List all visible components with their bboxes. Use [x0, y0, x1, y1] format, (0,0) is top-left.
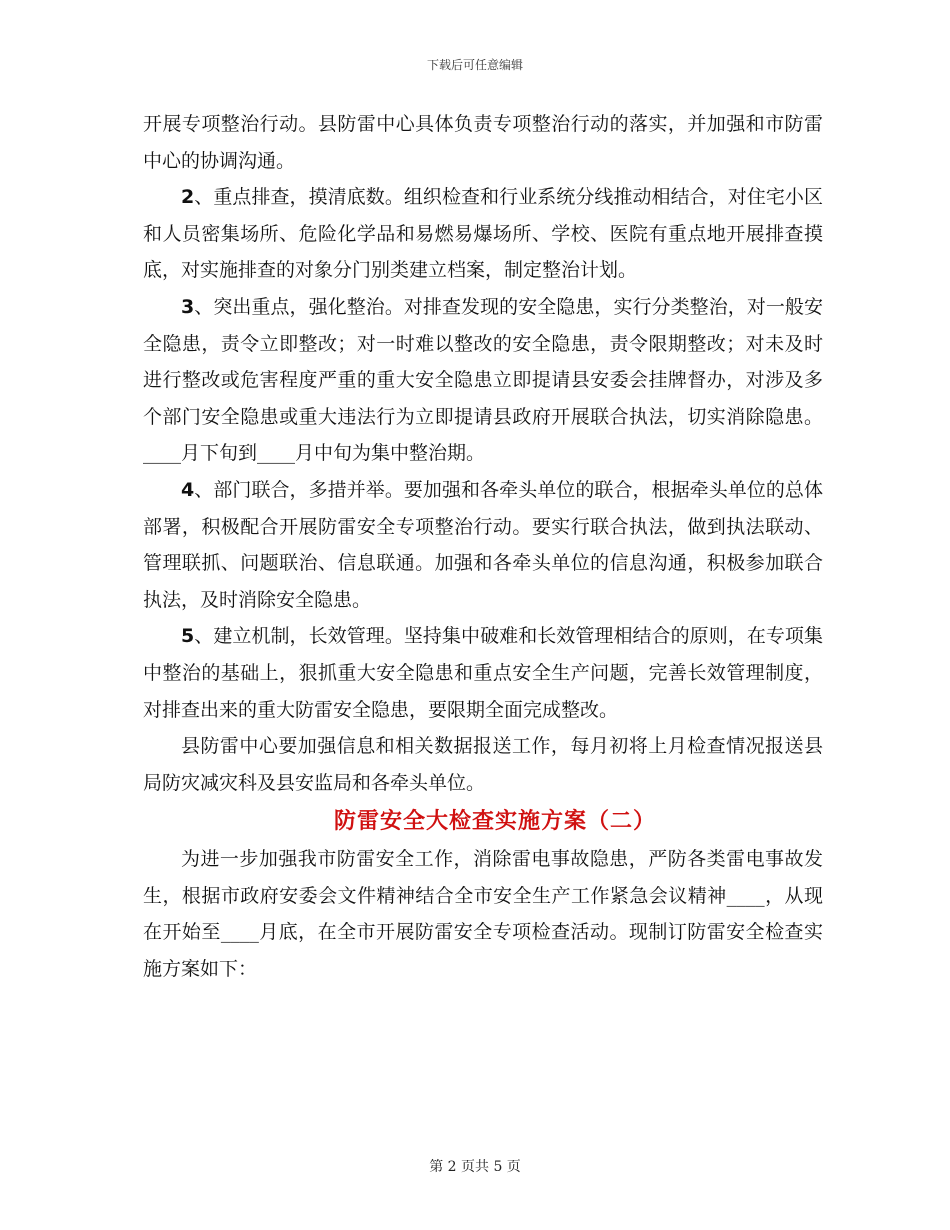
paragraph-item-4	[143, 472, 823, 618]
paragraph-text: 、建立机制，长效管理。坚持集中破难和长效管理相结合的原则，在专项集中整治的基础上，狠抓重大安全隐患和重点安全生产问题，完善长效管理制度，对排查出来的重大防雷安全隐患，要限期全面完成整改。	[143, 625, 823, 721]
item-number: 3	[181, 295, 195, 318]
paragraph-text: 、重点排查，摸清底数。组织检查和行业系统分线推动相结合，对住宅小区和人员密集场所、危险化学品和易燃易爆场所、学校、医院有重点地开展排查摸底，对实施排查的对象分门别类建立档案，制定整治计划。	[143, 186, 823, 282]
paragraph-continuation	[143, 106, 823, 179]
paragraph-reporting	[143, 728, 823, 801]
paragraph-text: 县防雷中心要加强信息和相关数据报送工作，每月初将上月检查情况报送县局防灾减灾科及县安监局和各牵头单位。	[143, 735, 823, 794]
item-number: 2	[181, 186, 195, 209]
page-header: 下载后可任意编辑	[426, 58, 523, 72]
item-number: 5	[181, 625, 195, 648]
paragraph-text: 开展专项整治行动。县防雷中心具体负责专项整治行动的落实，并加强和市防雷中心的协调沟通。	[143, 113, 823, 172]
document-body	[143, 106, 823, 988]
paragraph-intro: 为进一步加强我市防雷安全工作，消除雷电事故隐患，严防各类雷电事故发生，根据市政府安委会文件精神结合全市安全生产工作紧急会议精神____，从现在开始至____月底，在全市开展防雷安全专项检查活动。现制订防雷安全检查实施方案如下：	[143, 848, 823, 981]
paragraph-text: 、突出重点，强化整治。对排查发现的安全隐患，实行分类整治，对一般安全隐患，责令立即整改；对一时难以整改的安全隐患，责令限期整改；对未及时进行整改或危害程度严重的重大安全隐患立即提请县安委会挂牌督办，对涉及多个部门安全隐患或重大违法行为立即提请县政府开展联合执法，切实消除隐患。____月下旬到____月中旬为集中整治期。	[143, 295, 823, 465]
paragraph-item-5	[143, 618, 823, 728]
paragraph-item-2	[143, 179, 823, 289]
item-number: 4	[181, 478, 195, 501]
paragraph-text: 、部门联合，多措并举。要加强和各牵头单位的联合，根据牵头单位的总体部署，积极配合开展防雷安全专项整治行动。要实行联合执法，做到执法联动、管理联抓、问题联治、信息联通。加强和各牵头单位的信息沟通，积极参加联合执法，及时消除安全隐患。	[143, 478, 823, 611]
page-footer: 第 2 页共 5 页	[429, 1159, 521, 1175]
section-title: 防雷安全大检查实施方案（二）	[333, 808, 656, 835]
paragraph-item-3	[143, 289, 823, 472]
